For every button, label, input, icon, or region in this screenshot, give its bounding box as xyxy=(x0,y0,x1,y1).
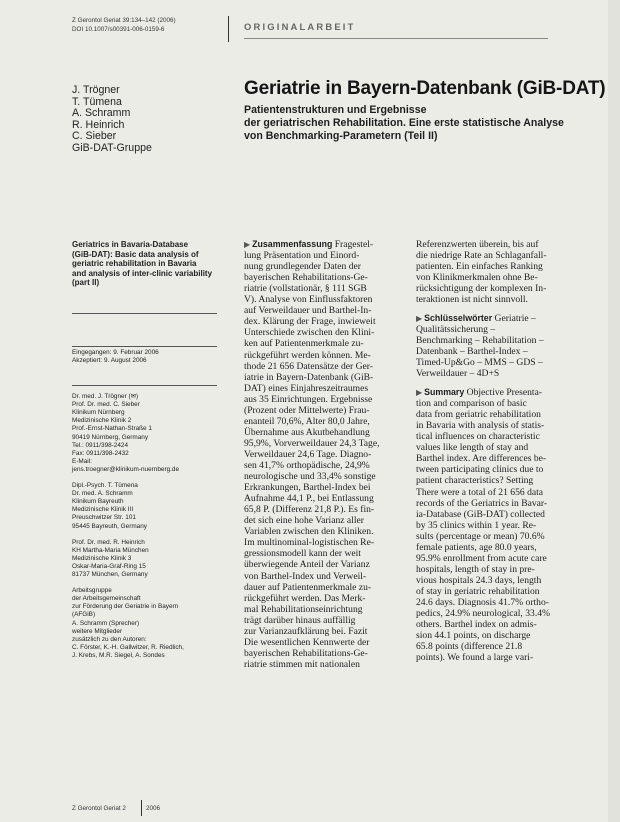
summary-line: 65.8 points (difference 21.8 xyxy=(416,641,523,653)
date-line: Akzeptiert: 9. August 2006 xyxy=(72,357,147,365)
abstract-line: det sich eine hohe Varianz aller xyxy=(244,515,364,527)
summary-line: points). We found a large vari- xyxy=(416,652,534,664)
abstract-line: 65,8 P. (Differenz 21,8 P.). Es fin- xyxy=(244,504,375,516)
rule-2 xyxy=(72,346,217,347)
abstract-line: riatrie stimmen mit nationalen xyxy=(244,658,360,670)
address-line: Medizinische Klinik 3 xyxy=(72,554,132,562)
footer-year: 2006 xyxy=(146,805,161,812)
address-line: der Arbeitsgemeinschaft xyxy=(72,595,141,603)
english-title-line: and analysis of inter-clinic variability xyxy=(72,268,213,278)
address-line: Medizinische Klinik 2 xyxy=(72,417,132,425)
summary-line: ia-Database (GiB-DAT) collected xyxy=(416,508,545,520)
summary-line: 95.9% enrollment from acute care xyxy=(416,552,547,564)
summary-line: sion 44.1 points, on discharge xyxy=(416,630,531,642)
address-line: Dipl.-Psych. T. Tümena xyxy=(72,482,138,489)
footer-divider xyxy=(141,800,142,816)
summary-line: records of the Geriatrics in Bavar- xyxy=(416,497,548,509)
address-line: weitere Mitglieder xyxy=(72,627,123,635)
abstract-line: rückgeführt werden. Das Merk- xyxy=(244,592,366,604)
summary-heading-line xyxy=(416,387,542,398)
address-line: Arbeitsgruppe xyxy=(72,587,112,595)
summary-line: of stay in geriatric rehabilitation xyxy=(416,585,540,597)
summary-line: values like length of stay and xyxy=(416,442,529,454)
abstract-line: trägt darüber hinaus auffällig xyxy=(244,614,356,626)
keywords-line: Benchmarking – Rehabilitation – xyxy=(416,335,544,347)
section-text: Fragestel- xyxy=(332,239,374,250)
section-text: Geriatrie – xyxy=(492,313,536,325)
abstract-line: Die wesentlichen Kennwerte der xyxy=(244,636,370,648)
address-line: Dr. med. A. Schramm xyxy=(72,490,133,498)
summary-line: others. Barthel index on admis- xyxy=(416,619,537,631)
section-label: Summary xyxy=(424,387,465,398)
abstract-line: dex. Klärung der Frage, inwieweit xyxy=(244,316,376,328)
address-line: jens.troegner@klinikum-nuernberg.de xyxy=(72,465,180,473)
abstract-line: Erkrankungen, Barthel-Index bei xyxy=(244,482,371,494)
author-name: GiB-DAT-Gruppe xyxy=(72,142,152,154)
english-title-line: geriatric rehabilitation in Bavaria xyxy=(72,259,197,269)
abstract-line: thode 21 656 Datensätze der Ger- xyxy=(244,360,374,372)
abstract-line: DAT) eines Einjahreszeitraumes xyxy=(244,382,369,394)
abstract-line: aus 35 Einrichtungen. Ergebnisse xyxy=(244,393,373,405)
author-name: C. Sieber xyxy=(72,130,117,143)
subtitle-line: Patientenstrukturen und Ergebnisse xyxy=(244,104,427,116)
author-name: T. Tümena xyxy=(72,95,122,108)
section-marker-icon: ▶ xyxy=(416,314,425,324)
abstract-line: Aufnahme 44,1 P., bei Entlassung xyxy=(244,493,374,505)
author-name: R. Heinrich xyxy=(72,118,125,131)
section-text: Objective Presenta- xyxy=(464,387,543,399)
address-line: Fax: 0911/398-2432 xyxy=(72,449,129,457)
author-name: J. Trögner xyxy=(72,84,120,96)
abstract-line: Unterschiede zwischen den Klini- xyxy=(244,327,375,339)
rule-1 xyxy=(72,313,217,314)
abstract-line: von Barthel-Index und Verweil- xyxy=(244,570,367,582)
journal-citation: Z Gerontol Geriat 39:134–142 (2006) xyxy=(72,17,176,24)
summary-line: Barthel index. Are differences be- xyxy=(416,453,547,465)
abstract-line: Variablen zwischen den Kliniken. xyxy=(244,526,374,538)
abstract-line: neurologische und 33,4% sonstige xyxy=(244,471,376,483)
address-line: 81737 München, Germany xyxy=(72,571,148,578)
abstract-line: bayerischen Rehabilitations-Ge- xyxy=(244,272,368,284)
abstract-line: von Klinikmerkmalen ohne Be- xyxy=(416,272,538,284)
summary-line: 24.6 days. Diagnosis 41.7% ortho- xyxy=(416,597,549,609)
date-line: Eingegangen: 9. Februar 2006 xyxy=(72,349,159,356)
abstract-line: lung Präsentation und Einord- xyxy=(244,250,360,262)
address-line: zur Förderung der Geriatrie in Bayern xyxy=(72,603,179,611)
address-line: 95445 Bayreuth, Germany xyxy=(72,522,147,530)
abstract-line: Referenzwerten überein, bis auf xyxy=(416,239,539,250)
address-line: zusätzlich zu den Autoren: xyxy=(72,635,147,643)
address-line: Prof.-Ernst-Nathan-Straße 1 xyxy=(72,425,152,433)
summary-line: female patients, age 80.0 years, xyxy=(416,541,537,553)
address-line: Prof. Dr. med. C. Sieber xyxy=(72,401,140,409)
abstract-line: ken auf Patientenmerkmale zu- xyxy=(244,338,364,350)
english-title-line: (GiB-DAT): Basic data analysis of xyxy=(72,249,199,259)
abstract-heading-line xyxy=(244,239,373,250)
abstract-line: V). Analyse von Einflussfaktoren xyxy=(244,294,373,306)
abstract-line: teraktionen ist nicht sinnvoll. xyxy=(416,294,528,306)
summary-line: tical influences on characteristic xyxy=(416,431,540,443)
abstract-line: auf Verweildauer und Barthel-In- xyxy=(244,305,372,317)
address-line: 90419 Nürnberg, Germany xyxy=(72,433,149,441)
summary-line: sults (percentage or mean) 70.6% xyxy=(416,530,545,542)
author-name: A. Schramm xyxy=(72,107,131,120)
abstract-line: 95,9%, Vorverweildauer 24,3 Tage, xyxy=(244,437,380,449)
abstract-line: enanteil 70,6%, Alter 80,0 Jahre, xyxy=(244,415,370,427)
address-line: C. Förster, K.-H. Gallwitzer, R. Riedlich, xyxy=(72,643,184,651)
address-line: E-Mail: xyxy=(72,457,92,465)
address-line: A. Schramm (Sprecher) xyxy=(72,619,140,627)
keywords-line: Verweildauer – 4D+S xyxy=(416,368,500,380)
address-line: Medizinische Klinik III xyxy=(72,506,134,514)
summary-line: data from geriatric rehabilitation xyxy=(416,409,541,421)
abstract-line: die niedrige Rate an Schlaganfall- xyxy=(416,250,547,262)
keywords-line: Datenbank – Barthel-Index – xyxy=(416,346,528,358)
keywords-heading-line xyxy=(416,313,536,324)
abstract-line: bayerischen Rehabilitations-Ge- xyxy=(244,647,368,659)
abstract-line: Verweildauer 24,6 Tage. Diagno- xyxy=(244,448,372,460)
subtitle-line: der geriatrischen Rehabilitation. Eine erste statistische Analyse xyxy=(244,117,564,129)
abstract-line: zur Varianzaufklärung bei. Fazit xyxy=(244,625,368,637)
page-right-edge xyxy=(608,0,620,822)
subtitle-line: von Benchmarking-Parametern (Teil II) xyxy=(244,130,438,142)
abstract-line: (Prozent oder Mittelwerte) Frau- xyxy=(244,404,370,416)
abstract-line: iatrie in Bayern-Datenbank (GiB- xyxy=(244,371,374,383)
summary-line: tion and comparison of basic xyxy=(416,398,527,410)
abstract-line: gressionsmodell kann der weit xyxy=(244,548,361,560)
abstract-line: riatrie (vollstationär, § 111 SGB xyxy=(244,283,367,295)
abstract-line: dauer auf Patientenmerkmale zu- xyxy=(244,581,372,593)
footer-journal: Z Gerontol Geriat 2 xyxy=(72,805,126,812)
abstract-line: rückgeführt werden können. Me- xyxy=(244,349,371,361)
summary-line: hospitals, length of stay in pre- xyxy=(416,563,535,575)
address-line: Oskar-Maria-Graf-Ring 15 xyxy=(72,562,146,570)
summary-line: in Bavaria with analysis of statis- xyxy=(416,420,545,432)
keywords-line: Timed-Up&Go – MMS – GDS – xyxy=(416,357,543,369)
english-title-line: (part II) xyxy=(72,278,100,288)
abstract-line: rücksichtigung der komplexen In- xyxy=(416,283,547,295)
header-rule xyxy=(244,38,548,39)
abstract-line: patienten. Ein einfaches Ranking xyxy=(416,261,543,273)
article-title: Geriatrie in Bayern-Datenbank (GiB-DAT) xyxy=(244,78,606,99)
keywords-line: Qualitätssicherung – xyxy=(416,324,496,336)
summary-line: by 35 clinics within 1 year. Re- xyxy=(416,519,537,531)
header-divider xyxy=(228,16,229,42)
address-line: Tel.: 0911/398-2424 xyxy=(72,441,129,449)
address-line: Dr. med. J. Trögner (✉) xyxy=(72,393,139,400)
summary-line: vious hospitals 24.3 days, length xyxy=(416,574,542,586)
abstract-line: Im multinominal-logistischen Re- xyxy=(244,537,375,549)
abstract-line: überwiegende Anteil der Varianz xyxy=(244,559,370,571)
address-line: Klinikum Nürnberg xyxy=(72,409,125,417)
address-line: Prof. Dr. med. R. Heinrich xyxy=(72,538,145,546)
address-line: Klinikum Bayreuth xyxy=(72,498,124,506)
abstract-line: nung grundlegender Daten der xyxy=(244,261,361,273)
address-line: KH Martha-Maria München xyxy=(72,546,149,554)
english-title-line: Geriatrics in Bavaria-Database xyxy=(72,240,189,249)
abstract-line: mal Rehabilitationseinrichtung xyxy=(244,603,363,615)
address-line: (AFGiB) xyxy=(72,611,96,619)
section-label: Schlüsselwörter xyxy=(424,313,493,324)
section-marker-icon: ▶ xyxy=(416,388,425,398)
summary-line: tween participating clinics due to xyxy=(416,464,544,476)
section-label: Zusammenfassung xyxy=(252,239,333,249)
summary-line: pedics, 24.9% neurological, 33.4% xyxy=(416,608,551,620)
abstract-line: sen 41,7% orthopädische, 24,9% xyxy=(244,460,370,471)
rule-3 xyxy=(72,385,217,386)
address-line: J. Krebs, M.R. Siegel, A. Sondes xyxy=(72,651,165,659)
summary-line: There were a total of 21 656 data xyxy=(416,486,544,498)
section-label: ORIGINALARBEIT xyxy=(244,21,356,32)
abstract-line: Übernahme aus Akutbehandlung xyxy=(244,426,370,438)
section-marker-icon: ▶ xyxy=(244,240,253,249)
summary-line: patient characteristics? Setting xyxy=(416,475,534,487)
doi-line: DOI 10.1007/s00391-006-0159-6 xyxy=(72,26,165,33)
address-line: Preuschwitzer Str. 101 xyxy=(72,514,136,522)
